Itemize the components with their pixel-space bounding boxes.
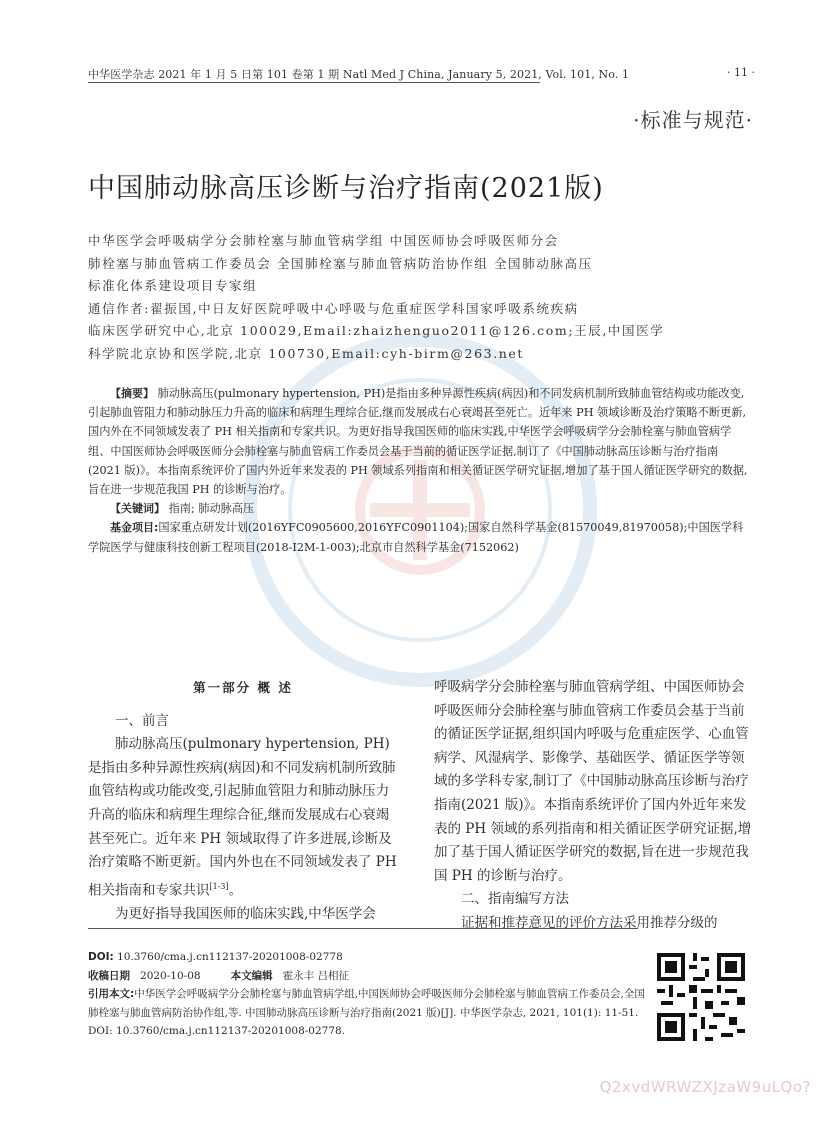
body-column-right <box>434 676 752 936</box>
section-label: ·标准与规范· <box>633 108 753 132</box>
author-block <box>88 230 748 365</box>
footer-rule <box>88 928 638 929</box>
keywords-label: 【关键词】 <box>110 502 165 516</box>
reference-marker: [1-3] <box>209 881 229 891</box>
body-paragraph: 为更好指导我国医师的临床实践,中华医学会 <box>115 905 376 922</box>
abstract-label: 【摘要】 <box>110 387 154 400</box>
body-column-left <box>88 676 398 926</box>
doi-label: DOI: <box>88 951 114 963</box>
page-number: · 11 · <box>727 66 755 79</box>
funding-label: 基金项目: <box>110 521 159 535</box>
qr-code[interactable] <box>653 949 749 1045</box>
article-footer <box>88 948 648 1041</box>
abstract-block <box>88 384 748 557</box>
keywords: 指南; 肺动脉高压 <box>168 502 255 516</box>
subsection-heading: 二、指南编写方法 <box>461 891 569 908</box>
editor-names: 霍永丰 吕相征 <box>282 969 349 982</box>
journal-header: 中华医学杂志 2021 年 1 月 5 日第 101 卷第 1 期 Natl Med J China, January 5, 2021, Vol. 101, No. 1 <box>88 68 630 81</box>
subsection-heading: 一、前言 <box>115 712 169 729</box>
body-paragraph: 证据和推荐意见的评价方法采用推荐分级的 <box>461 914 718 931</box>
abstract-paragraph <box>88 384 748 499</box>
correspondence-line: 临床医学研究中心,北京 100029,Email:zhaizhenguo2011@126.com;王辰,中国医学 <box>88 323 665 338</box>
received-label: 收稿日期 <box>88 969 130 982</box>
correspondence-line: 通信作者:翟振国,中日友好医院呼吸中心呼吸与危重症医学科国家呼吸系统疾病 <box>88 300 579 316</box>
keywords-line <box>88 499 748 518</box>
header-rule <box>88 82 540 83</box>
citation-line <box>88 985 648 1041</box>
part-title: 第一部分 概 述 <box>193 680 293 695</box>
document-code: Q2xvdWRWZXJzaW9uLQo? <box>599 1078 811 1096</box>
funding-text: 国家重点研发计划(2016YFC0905600,2016YFC0901104);国家自然科学基金(81570049,81970058);中国医学科学院医学与健康科技创新工程项目(2018-I2M-1-003);北京市自然科学基金(7152062) <box>88 521 744 554</box>
paragraph-text: 肺动脉高压(pulmonary hypertension, PH)是指由多种异源性疾病(病因)和不同发病机制所致肺血管结构或功能改变,引起肺血管阻力和肺动脉压力升高的临床和病理生理综合征,继而发展成右心衰竭甚至死亡。近年来 PH 领域取得了许多进展,诊断及治疗策略不断更新。国内外也在不同领域发表了 PH 相关指南和专家共识 <box>88 736 397 899</box>
author-groups-line: 中华医学会呼吸病学分会肺栓塞与肺血管病学组 中国医师协会呼吸医师分会 <box>88 233 559 248</box>
author-groups-line: 标准化体系建设项目专家组 <box>88 278 258 293</box>
author-groups-line: 肺栓塞与肺血管病工作委员会 全国肺栓塞与肺血管病防治协作组 全国肺动脉高压 <box>88 255 593 271</box>
received-line <box>88 967 648 986</box>
doi-link[interactable]: 10.3760/cma.j.cn112137-20201008-02778 <box>117 951 343 963</box>
abstract-text: 肺动脉高压(pulmonary hypertension, PH)是指由多种异源性疾病(病因)和不同发病机制所致肺血管结构或功能改变,引起肺血管阻力和肺动脉压力升高的临床和病理生理综合征,继而发展成右心衰竭甚至死亡。近年来 PH 领域诊断及治疗策略不断更新,国内外在不同领域发表了 PH 相关指南和专家共识。为更好指导我国医师的临床实践,中华医学会呼吸病学分会肺栓塞与肺血管病学组、中国医师协会呼吸医师分会肺栓塞与肺血管病工作委员会基于当前的循证医学证据,制订了《中国肺动脉高压诊断与治疗指南(2021 版)》。本指南系统评价了国内外近年来发表的 PH 领域系列指南和相关循证医学研究证据,增加了基于国人循证医学研究的数据,旨在进一步规范我国 PH 的诊断与治疗。 <box>88 387 748 497</box>
body-paragraph: 呼吸病学分会肺栓塞与肺血管病学组、中国医师协会呼吸医师分会肺栓塞与肺血管病工作委员会基于当前的循证医学证据,组织国内呼吸与危重症医学、心血管病学、风湿病学、影像学、基础医学、循证医学等领域的多学科专家,制订了《中国肺动脉高压诊断与治疗指南(2021 版)》。本指南系统评价了国内外近年来发表的 PH 领域的系列指南和相关循证医学研究证据,增加了基于国人循证医学研究的数据,旨在进一步规范我国 PH 的诊断与治疗。 <box>434 679 752 884</box>
citation-text: 中华医学会呼吸病学分会肺栓塞与肺血管病学组,中国医师协会呼吸医师分会肺栓塞与肺血管病工作委员会,全国肺栓塞与肺血管病防治协作组,等. 中国肺动脉高压诊断与治疗指南(2021 版)[J]. 中华医学杂志, 2021, 101(1): 11-51. DOI: 10.3760/cma.j.cn112137-20201008-02778. <box>88 988 645 1037</box>
article-title: 中国肺动脉高压诊断与治疗指南(2021版) <box>88 173 604 204</box>
paragraph-end: 。 <box>228 882 243 899</box>
received-date: 2020-10-08 <box>140 969 201 982</box>
correspondence-line: 科学院北京协和医学院,北京 100730,Email:cyh-birm@263.net <box>88 345 525 361</box>
citation-label: 引用本文: <box>88 988 135 1000</box>
doi-line <box>88 948 648 967</box>
body-paragraph <box>88 733 398 903</box>
editor-label: 本文编辑 <box>230 969 273 982</box>
funding-line <box>88 518 748 556</box>
